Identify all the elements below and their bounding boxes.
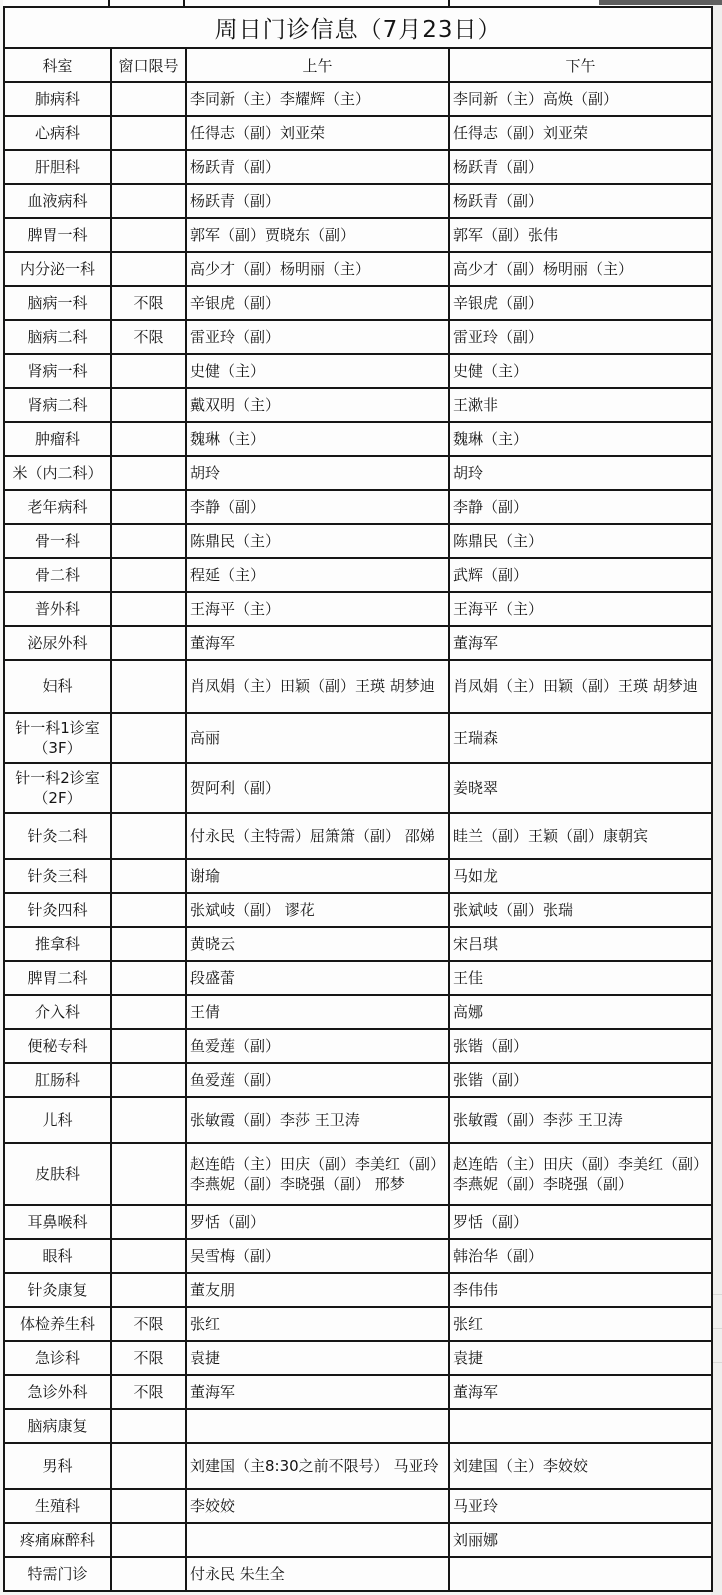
afternoon-doctors-cell: 胡玲 (449, 456, 712, 490)
department-cell: 推拿科 (4, 927, 111, 961)
afternoon-doctors-cell: 宋吕琪 (449, 927, 712, 961)
table-row (4, 927, 712, 961)
table-row (4, 813, 712, 859)
table-row (4, 116, 712, 150)
department-cell: 肛肠科 (4, 1063, 111, 1097)
table-row (4, 1143, 712, 1205)
window-limit-cell: 不限 (111, 1307, 186, 1341)
morning-doctors-cell: 高少才（副）杨明丽（主） (186, 252, 449, 286)
afternoon-doctors-cell: 赵连皓（主）田庆（副）李美红（副）李燕妮（副）李晓强（副） (449, 1143, 712, 1205)
table-row (4, 626, 712, 660)
window-limit-cell (111, 1239, 186, 1273)
table-row (4, 1063, 712, 1097)
window-limit-cell (111, 1029, 186, 1063)
afternoon-doctors-cell: 王佳 (449, 961, 712, 995)
morning-doctors-cell: 张敏霞（副）李莎 王卫涛 (186, 1097, 449, 1143)
department-cell: 疼痛麻醉科 (4, 1523, 111, 1557)
department-cell: 脾胃二科 (4, 961, 111, 995)
department-cell: 针灸三科 (4, 859, 111, 893)
window-limit-cell (111, 184, 186, 218)
morning-doctors-cell: 张红 (186, 1307, 449, 1341)
table-row (4, 218, 712, 252)
morning-doctors-cell: 赵连皓（主）田庆（副）李美红（副）李燕妮（副）李晓强（副） 邢梦 (186, 1143, 449, 1205)
table-row (4, 1097, 712, 1143)
window-limit-cell (111, 1443, 186, 1489)
morning-doctors-cell: 雷亚玲（副） (186, 320, 449, 354)
afternoon-doctors-cell: 张斌岐（副）张瑞 (449, 893, 712, 927)
schedule-body (4, 82, 712, 1591)
afternoon-doctors-cell: 马亚玲 (449, 1489, 712, 1523)
afternoon-doctors-cell: 魏琳（主） (449, 422, 712, 456)
window-limit-cell (111, 1205, 186, 1239)
department-cell: 耳鼻喉科 (4, 1205, 111, 1239)
morning-doctors-cell: 戴双明（主） (186, 388, 449, 422)
table-row (4, 82, 712, 116)
window-limit-cell (111, 456, 186, 490)
window-limit-cell (111, 1097, 186, 1143)
window-limit-cell (111, 388, 186, 422)
morning-doctors-cell: 胡玲 (186, 456, 449, 490)
window-limit-cell (111, 1273, 186, 1307)
morning-doctors-cell: 李静（副） (186, 490, 449, 524)
department-cell: 针一科1诊室（3F） (4, 713, 111, 763)
window-limit-cell (111, 1489, 186, 1523)
window-limit-cell (111, 490, 186, 524)
morning-doctors-cell: 李同新（主）李耀辉（主） (186, 82, 449, 116)
morning-doctors-cell: 程延（主） (186, 558, 449, 592)
afternoon-doctors-cell: 眭兰（副）王颖（副）康朝宾 (449, 813, 712, 859)
afternoon-doctors-cell: 张锴（副） (449, 1063, 712, 1097)
col-header-morning: 上午 (186, 48, 449, 82)
table-row (4, 252, 712, 286)
table-row (4, 490, 712, 524)
afternoon-doctors-cell: 辛银虎（副） (449, 286, 712, 320)
table-row (4, 1341, 712, 1375)
cropped-dark-strip (599, 0, 722, 5)
title-row (4, 7, 712, 48)
window-limit-cell (111, 813, 186, 859)
afternoon-doctors-cell: 雷亚玲（副） (449, 320, 712, 354)
department-cell: 肿瘤科 (4, 422, 111, 456)
afternoon-doctors-cell: 武辉（副） (449, 558, 712, 592)
department-cell: 儿科 (4, 1097, 111, 1143)
afternoon-doctors-cell: 王瑞森 (449, 713, 712, 763)
afternoon-doctors-cell: 肖凤娟（主）田颖（副）王瑛 胡梦迪 (449, 660, 712, 713)
department-cell: 生殖科 (4, 1489, 111, 1523)
morning-doctors-cell: 张斌岐（副） 谬花 (186, 893, 449, 927)
department-cell: 脑病一科 (4, 286, 111, 320)
afternoon-doctors-cell: 陈鼎民（主） (449, 524, 712, 558)
table-row (4, 150, 712, 184)
window-limit-cell (111, 116, 186, 150)
table-row (4, 1523, 712, 1557)
department-cell: 血液病科 (4, 184, 111, 218)
department-cell: 老年病科 (4, 490, 111, 524)
table-row (4, 286, 712, 320)
department-cell: 皮肤科 (4, 1143, 111, 1205)
col-header-afternoon: 下午 (449, 48, 712, 82)
department-cell: 体检养生科 (4, 1307, 111, 1341)
morning-doctors-cell: 谢瑜 (186, 859, 449, 893)
morning-doctors-cell: 刘建国（主8:30之前不限号） 马亚玲 (186, 1443, 449, 1489)
window-limit-cell (111, 893, 186, 927)
window-limit-cell (111, 1409, 186, 1443)
afternoon-doctors-cell (449, 1409, 712, 1443)
table-row (4, 713, 712, 763)
window-limit-cell (111, 592, 186, 626)
table-row (4, 1307, 712, 1341)
table-row (4, 763, 712, 813)
department-cell: 急诊外科 (4, 1375, 111, 1409)
afternoon-doctors-cell: 王海平（主） (449, 592, 712, 626)
morning-doctors-cell: 董海军 (186, 626, 449, 660)
col-header-department: 科室 (4, 48, 111, 82)
window-limit-cell (111, 1063, 186, 1097)
department-cell: 脑病二科 (4, 320, 111, 354)
table-row (4, 184, 712, 218)
morning-doctors-cell (186, 1409, 449, 1443)
department-cell: 特需门诊 (4, 1557, 111, 1591)
table-row (4, 558, 712, 592)
col-header-window-limit: 窗口限号 (111, 48, 186, 82)
department-cell: 肾病二科 (4, 388, 111, 422)
window-limit-cell (111, 422, 186, 456)
morning-doctors-cell: 杨跃青（副） (186, 150, 449, 184)
table-row (4, 1375, 712, 1409)
table-row (4, 354, 712, 388)
table-row (4, 388, 712, 422)
window-limit-cell (111, 713, 186, 763)
afternoon-doctors-cell: 姜晓翠 (449, 763, 712, 813)
window-limit-cell (111, 995, 186, 1029)
morning-doctors-cell: 李姣姣 (186, 1489, 449, 1523)
afternoon-doctors-cell: 任得志（副）刘亚荣 (449, 116, 712, 150)
table-row (4, 1489, 712, 1523)
afternoon-doctors-cell: 罗恬（副） (449, 1205, 712, 1239)
window-limit-cell (111, 626, 186, 660)
window-limit-cell (111, 354, 186, 388)
table-row (4, 893, 712, 927)
afternoon-doctors-cell: 史健（主） (449, 354, 712, 388)
window-limit-cell: 不限 (111, 286, 186, 320)
department-cell: 急诊科 (4, 1341, 111, 1375)
afternoon-doctors-cell: 袁捷 (449, 1341, 712, 1375)
department-cell: 针灸康复 (4, 1273, 111, 1307)
table-row (4, 1239, 712, 1273)
afternoon-doctors-cell: 王漱非 (449, 388, 712, 422)
window-limit-cell (111, 927, 186, 961)
schedule-table (3, 6, 713, 1592)
window-limit-cell: 不限 (111, 1375, 186, 1409)
afternoon-doctors-cell: 董海军 (449, 1375, 712, 1409)
table-row (4, 1273, 712, 1307)
department-cell: 普外科 (4, 592, 111, 626)
department-cell: 眼科 (4, 1239, 111, 1273)
header-row (4, 48, 712, 82)
department-cell: 肾病一科 (4, 354, 111, 388)
morning-doctors-cell: 高丽 (186, 713, 449, 763)
morning-doctors-cell: 黄晓云 (186, 927, 449, 961)
department-cell: 肝胆科 (4, 150, 111, 184)
table-row (4, 422, 712, 456)
morning-doctors-cell: 鱼爱莲（副） (186, 1029, 449, 1063)
window-limit-cell (111, 859, 186, 893)
morning-doctors-cell: 魏琳（主） (186, 422, 449, 456)
department-cell: 脾胃一科 (4, 218, 111, 252)
afternoon-doctors-cell: 杨跃青（副） (449, 150, 712, 184)
window-limit-cell (111, 961, 186, 995)
table-row (4, 1409, 712, 1443)
department-cell: 便秘专科 (4, 1029, 111, 1063)
window-limit-cell (111, 218, 186, 252)
morning-doctors-cell: 罗恬（副） (186, 1205, 449, 1239)
window-limit-cell (111, 660, 186, 713)
morning-doctors-cell: 辛银虎（副） (186, 286, 449, 320)
table-row (4, 859, 712, 893)
morning-doctors-cell: 史健（主） (186, 354, 449, 388)
morning-doctors-cell: 董海军 (186, 1375, 449, 1409)
morning-doctors-cell: 董友朋 (186, 1273, 449, 1307)
afternoon-doctors-cell: 杨跃青（副） (449, 184, 712, 218)
window-limit-cell (111, 252, 186, 286)
afternoon-doctors-cell: 郭军（副）张伟 (449, 218, 712, 252)
department-cell: 肺病科 (4, 82, 111, 116)
afternoon-doctors-cell: 张敏霞（副）李莎 王卫涛 (449, 1097, 712, 1143)
table-row (4, 320, 712, 354)
department-cell: 泌尿外科 (4, 626, 111, 660)
morning-doctors-cell: 任得志（副）刘亚荣 (186, 116, 449, 150)
morning-doctors-cell: 陈鼎民（主） (186, 524, 449, 558)
afternoon-doctors-cell: 高娜 (449, 995, 712, 1029)
table-row (4, 1557, 712, 1591)
morning-doctors-cell: 段盛蕾 (186, 961, 449, 995)
department-cell: 针灸二科 (4, 813, 111, 859)
table-row (4, 1443, 712, 1489)
afternoon-doctors-cell: 韩治华（副） (449, 1239, 712, 1273)
afternoon-doctors-cell: 李静（副） (449, 490, 712, 524)
department-cell: 内分泌一科 (4, 252, 111, 286)
morning-doctors-cell: 王倩 (186, 995, 449, 1029)
department-cell: 针一科2诊室（2F） (4, 763, 111, 813)
afternoon-doctors-cell: 刘丽娜 (449, 1523, 712, 1557)
morning-doctors-cell: 付永民 朱生全 (186, 1557, 449, 1591)
window-limit-cell (111, 1523, 186, 1557)
afternoon-doctors-cell: 李伟伟 (449, 1273, 712, 1307)
department-cell: 男科 (4, 1443, 111, 1489)
afternoon-doctors-cell: 高少才（副）杨明丽（主） (449, 252, 712, 286)
window-limit-cell (111, 1557, 186, 1591)
table-row (4, 1205, 712, 1239)
morning-doctors-cell: 付永民（主特需）屈箫箫（副） 邵娣 (186, 813, 449, 859)
afternoon-doctors-cell: 董海军 (449, 626, 712, 660)
afternoon-doctors-cell: 马如龙 (449, 859, 712, 893)
afternoon-doctors-cell (449, 1557, 712, 1591)
afternoon-doctors-cell: 刘建国（主）李姣姣 (449, 1443, 712, 1489)
department-cell: 妇科 (4, 660, 111, 713)
window-limit-cell: 不限 (111, 1341, 186, 1375)
window-limit-cell (111, 82, 186, 116)
window-limit-cell (111, 558, 186, 592)
morning-doctors-cell (186, 1523, 449, 1557)
department-cell: 心病科 (4, 116, 111, 150)
morning-doctors-cell: 王海平（主） (186, 592, 449, 626)
morning-doctors-cell: 肖凤娟（主）田颖（副）王瑛 胡梦迪 (186, 660, 449, 713)
afternoon-doctors-cell: 李同新（主）高焕（副） (449, 82, 712, 116)
window-limit-cell (111, 150, 186, 184)
table-row (4, 1029, 712, 1063)
page-title: 周日门诊信息（7月23日） (4, 7, 712, 48)
morning-doctors-cell: 贺阿利（副） (186, 763, 449, 813)
department-cell: 骨二科 (4, 558, 111, 592)
department-cell: 米（内二科） (4, 456, 111, 490)
department-cell: 骨一科 (4, 524, 111, 558)
window-limit-cell (111, 524, 186, 558)
morning-doctors-cell: 袁捷 (186, 1341, 449, 1375)
window-limit-cell (111, 1143, 186, 1205)
window-limit-cell (111, 763, 186, 813)
table-row (4, 456, 712, 490)
department-cell: 针灸四科 (4, 893, 111, 927)
morning-doctors-cell: 吴雪梅（副） (186, 1239, 449, 1273)
table-row (4, 660, 712, 713)
department-cell: 脑病康复 (4, 1409, 111, 1443)
afternoon-doctors-cell: 张锴（副） (449, 1029, 712, 1063)
department-cell: 介入科 (4, 995, 111, 1029)
morning-doctors-cell: 鱼爱莲（副） (186, 1063, 449, 1097)
morning-doctors-cell: 郭军（副）贾晓东（副） (186, 218, 449, 252)
table-row (4, 995, 712, 1029)
window-limit-cell: 不限 (111, 320, 186, 354)
afternoon-doctors-cell: 张红 (449, 1307, 712, 1341)
table-row (4, 961, 712, 995)
table-row (4, 592, 712, 626)
morning-doctors-cell: 杨跃青（副） (186, 184, 449, 218)
table-row (4, 524, 712, 558)
